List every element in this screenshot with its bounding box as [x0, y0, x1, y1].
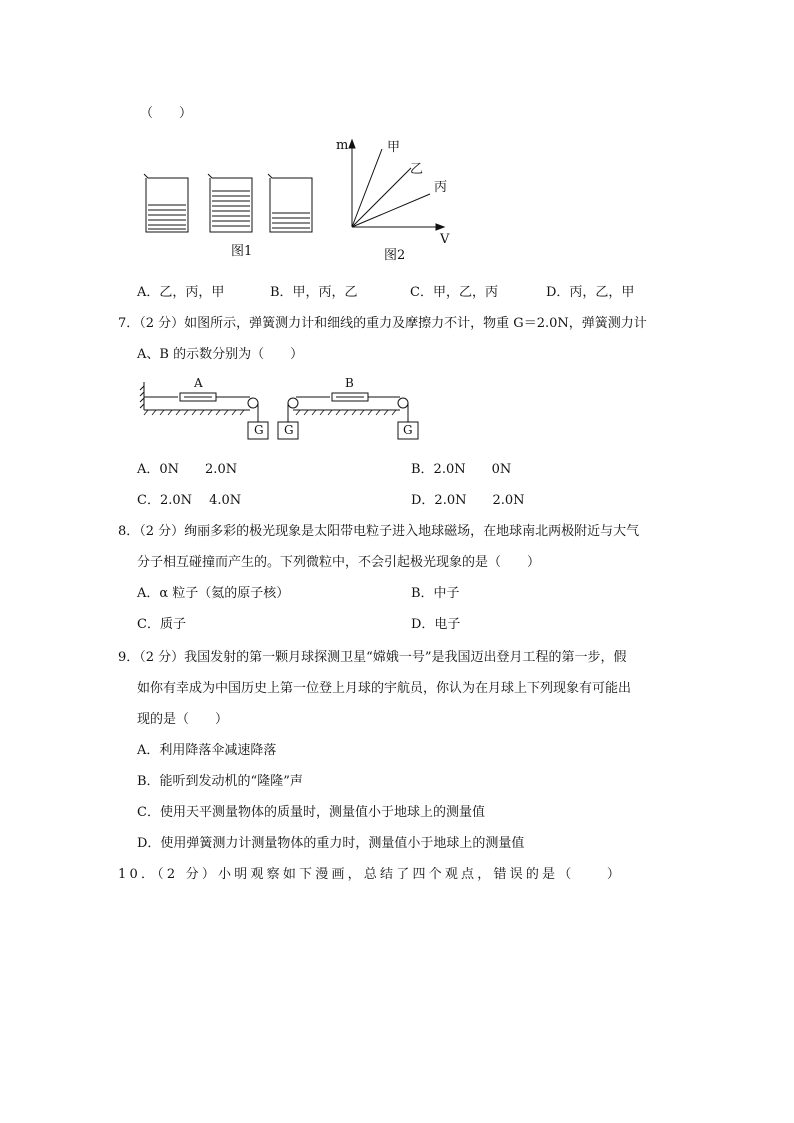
- q9-option-c[interactable]: C．使用天平测量物体的质量时，测量值小于地球上的测量值: [137, 805, 485, 820]
- q10-stem-line1: 10．（2 分）小明观察如下漫画，总结了四个观点，错误的是（ ）: [118, 867, 624, 882]
- q7-stem-line1: 7．（2 分）如图所示，弹簧测力计和细线的重力及摩擦力不计，物重 G＝2.0N，弹簧测力计: [118, 316, 647, 331]
- q8-stem-line2: 分子相互碰撞而产生的。下列微粒中，不会引起极光现象的是（ ）: [137, 555, 541, 570]
- q8-option-b[interactable]: B．中子: [411, 586, 460, 601]
- q7-stem-line2: A、B 的示数分别为（ ）: [137, 347, 304, 362]
- q7-weight-g-3: G: [403, 423, 413, 437]
- figure-2-label-bing: 丙: [434, 180, 448, 195]
- q7-option-a[interactable]: A．0N 2.0N: [137, 462, 238, 477]
- q6-option-b[interactable]: B．甲，丙，乙: [270, 285, 358, 300]
- figure-2-caption: 图2: [384, 248, 406, 263]
- q7-weight-g-1: G: [254, 423, 264, 437]
- q8-option-d[interactable]: D．电子: [411, 617, 461, 632]
- q7-figure-spring-balances: [138, 372, 428, 444]
- figure-2-axis-v: V: [440, 232, 450, 247]
- q9-stem-line2: 如你有幸成为中国历史上第一位登上月球的宇航员，你认为在月球上下列现象有可能出: [137, 681, 632, 696]
- q9-option-a[interactable]: A．利用降落伞减速降落: [137, 743, 277, 758]
- q8-option-c[interactable]: C．质子: [137, 617, 186, 632]
- q8-option-a[interactable]: A．α 粒子（氦的原子核）: [137, 586, 290, 601]
- q9-stem-line3: 现的是（ ）: [137, 712, 229, 727]
- q7-weight-g-2: G: [284, 423, 294, 437]
- figure-2-axis-m: m: [336, 138, 349, 153]
- q7-option-d[interactable]: D．2.0N 2.0N: [411, 493, 525, 508]
- beaker-2: [208, 174, 252, 232]
- q9-option-d[interactable]: D．使用弹簧测力计测量物体的重力时，测量值小于地球上的测量值: [137, 836, 525, 851]
- q9-option-b[interactable]: B．能听到发动机的“隆隆”声: [137, 774, 303, 789]
- q7-scale-b-label: B: [345, 376, 354, 390]
- q6-option-c[interactable]: C．甲，乙，丙: [410, 285, 498, 300]
- beaker-3: [268, 174, 312, 232]
- figure-2-label-yi: 乙: [410, 162, 424, 177]
- figure-1-caption: 图1: [231, 244, 253, 259]
- q9-stem-line1: 9．（2 分）我国发射的第一颗月球探测卫星“嫦娥一号”是我国迈出登月工程的第一步，假: [118, 650, 627, 665]
- q6-option-d[interactable]: D．丙，乙，甲: [546, 285, 635, 300]
- figure-2-label-jia: 甲: [387, 140, 401, 155]
- q8-stem-line1: 8．（2 分）绚丽多彩的极光现象是太阳带电粒子进入地球磁场，在地球南北两极附近与大气: [118, 524, 640, 539]
- q6-option-a[interactable]: A．乙，丙，甲: [137, 285, 225, 300]
- answer-bracket: （ ）: [140, 106, 193, 121]
- q7-option-b[interactable]: B．2.0N 0N: [411, 462, 512, 477]
- q7-scale-a-label: A: [194, 376, 203, 390]
- beaker-1: [144, 174, 188, 232]
- q7-option-c[interactable]: C．2.0N 4.0N: [137, 493, 242, 508]
